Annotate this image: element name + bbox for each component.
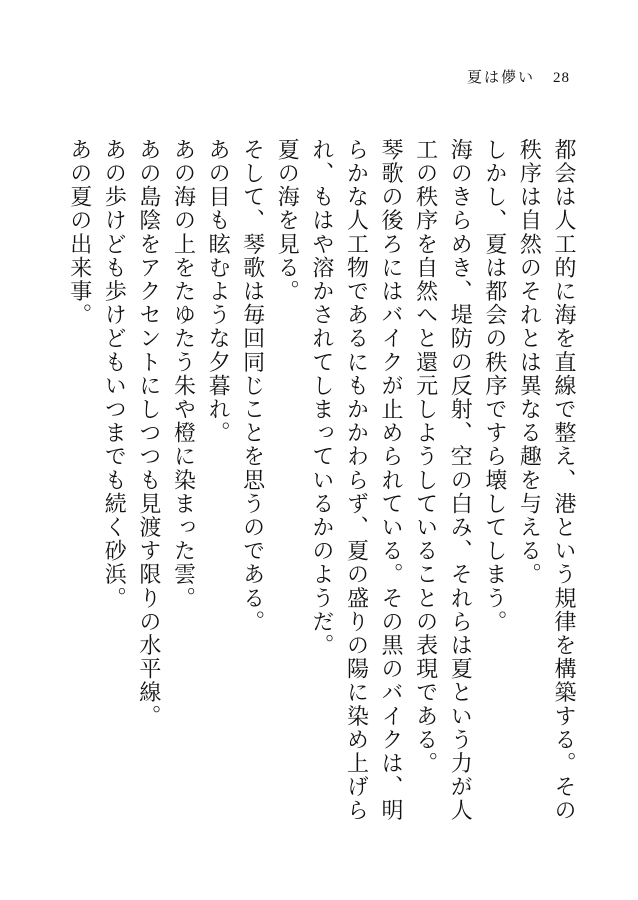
paragraph-1: 都会は人工的に海を直線で整え、港という規律を構築する。その秩序は自然のそれとは異なる趣を与える。 bbox=[516, 138, 576, 823]
paragraph-5: 夏の海を見る。 bbox=[274, 138, 300, 304]
paragraph-8: あの海の上をたゆたう朱や橙に染まった雲。 bbox=[170, 138, 196, 610]
paragraph-2: しかし、夏は都会の秩序ですら壊してしまう。 bbox=[481, 138, 507, 634]
paragraph-11: あの夏の出来事。 bbox=[66, 138, 92, 327]
paragraph-10: あの歩けども歩けどもいつまでも続く砂浜。 bbox=[101, 138, 127, 610]
paragraph-7: あの目も眩むような夕暮れ。 bbox=[205, 138, 231, 445]
running-header bbox=[467, 66, 570, 87]
running-title: 夏は儚い bbox=[466, 68, 535, 86]
paragraph-4: 琴歌の後ろにはバイクが止められている。その黒のバイクは、明らかな人工物であるにもかかわらず、夏の盛りの陽に染め上げられ、もはや溶かされてしまっているかのようだ。 bbox=[308, 138, 404, 823]
page-number: 28 bbox=[553, 70, 570, 86]
paragraph-3: 海のきらめき、堤防の反射、空の白み、それらは夏という力が人工の秩序を自然へと還元しようしていることの表現である。 bbox=[412, 138, 473, 823]
vertical-text-body bbox=[66, 138, 580, 828]
paragraph-6: そして、琴歌は毎回同じことを思うのである。 bbox=[239, 138, 265, 634]
paragraph-9: あの島陰をアクセントにしつつも見渡す限りの水平線。 bbox=[135, 138, 161, 728]
